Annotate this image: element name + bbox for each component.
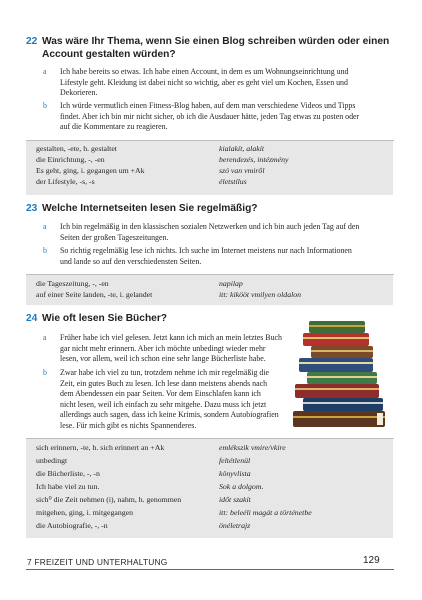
answer-line: dem Abendessen ein paar Seiten. Vor dem Einschlafen kann ich	[60, 389, 261, 399]
vocab-translation: kialakít, alakít	[219, 144, 265, 153]
vocab-term: gestalten, -ete, h. gestaltet	[36, 144, 117, 153]
vocab-term: Ich habe viel zu tun.	[36, 482, 100, 491]
vocab-translation: emlékszik vmire/vkire	[219, 443, 286, 452]
answer-line: lese. Für mich gibt es nichts Spannenderes.	[60, 420, 197, 430]
answer-line: Seiten der großen Tageszeitungen.	[60, 232, 169, 242]
question-23	[26, 203, 394, 216]
answer-letter: a	[43, 333, 47, 342]
answer-23a	[43, 222, 393, 243]
vocab-translation: szó van vmiről	[219, 166, 265, 175]
vocab-top-rule	[26, 438, 394, 439]
answer-line: lesen, vor allem, weil ich schon eine sehr lange Bücherliste habe.	[60, 354, 266, 364]
vocab-term: der Lifestyle, -s, -s	[36, 177, 95, 186]
question-title: Welche Internetseiten lesen Sie regelmäßig?	[42, 203, 258, 214]
vocab-top-rule	[26, 140, 394, 141]
footer-section-title: 7 FREIZEIT UND UNTERHALTUNG	[27, 557, 168, 567]
answer-line: Zwar habe ich viel zu tun, trotzdem nehme ich mir regelmäßig die	[60, 368, 270, 377]
footer-rule	[26, 569, 394, 570]
vocab-term: auf einer Seite landen, -te, i. gelandet	[36, 290, 153, 299]
answer-letter: b	[43, 246, 47, 255]
vocab-term: mitgehen, ging, i. mitgegangen	[36, 508, 134, 517]
vocab-translation: napilap	[219, 279, 243, 288]
vocab-term: die Einrichtung, -, -en	[36, 155, 105, 164]
answer-line: auf die Kommentare zu reagieren.	[60, 122, 168, 132]
question-title: Wie oft lesen Sie Bücher?	[42, 313, 168, 324]
question-title-line2: Account gestalten würden?	[42, 48, 176, 60]
answer-line: Zeit, ein gutes Buch zu lesen. Ich lese dann meistens abends nach	[60, 378, 268, 388]
vocab-term: die Bücherliste, -, -n	[36, 469, 100, 478]
question-title-line1: Was wäre Ihr Thema, wenn Sie einen Blog schreiben würden oder einen	[42, 36, 390, 47]
vocab-translation: itt: beleéli magát a történetbe	[219, 508, 312, 517]
answer-24a	[43, 333, 291, 365]
page-number: 129	[363, 555, 380, 566]
book-icon	[293, 321, 385, 427]
vocab-translation: itt: kikööt vmilyen oldalon	[219, 290, 302, 299]
vocab-term: sich⁰ die Zeit nehmen (i), nahm, h. genommen	[36, 495, 182, 504]
answer-line: Ich habe bereits so etwas. Ich habe einen Account, in dem es um Wohnungseinrichtung und	[60, 67, 349, 76]
vocab-translation: időt szakít	[219, 495, 251, 504]
answer-line: So richtig regelmäßig lese ich nichts. Ich suche im Internet meistens nur nach Informationen	[60, 246, 352, 255]
vocab-term: die Autobiografie, -, -n	[36, 521, 108, 530]
answer-22a	[43, 67, 393, 99]
question-number: 23	[26, 203, 38, 214]
vocab-translation: könyvlista	[219, 469, 251, 478]
answer-line: Ich bin regelmäßig in den klassischen sozialen Netzwerken und ich bin auch jeden Tag auf den	[60, 222, 360, 231]
answer-letter: a	[43, 222, 47, 231]
answer-23b	[43, 246, 393, 267]
question-22	[26, 36, 394, 62]
answer-line: findet. Aber ich bin mir nicht sicher, ob ich die Ausdauer hätte, jeden Tag etwas zu posten oder	[60, 111, 360, 121]
answer-24b	[43, 368, 291, 432]
answer-line: Früher habe ich viel gelesen. Jetzt kann ich mich an mein letztes Buch	[60, 333, 282, 342]
vocab-translation: életstílus	[219, 177, 247, 186]
question-number: 22	[26, 36, 38, 47]
answer-letter: b	[43, 101, 47, 110]
vocab-term: Es geht, ging, i. gegangen um +Ak	[36, 166, 145, 175]
vocab-translation: önéletrajz	[219, 521, 251, 530]
answer-line: Lifestyle geht. Kleidung ist dabei nicht so wichtig, aber es geht viel um Kochen, Essen und	[60, 77, 348, 87]
answer-letter: a	[43, 67, 47, 76]
vocab-translation: Sok a dolgom.	[219, 482, 264, 491]
question-number: 24	[26, 313, 38, 324]
answer-line: und lande so auf den verschiedensten Seiten.	[60, 256, 202, 266]
answer-line: Dekorieren.	[60, 88, 98, 98]
book-stack-illustration	[285, 317, 397, 435]
vocab-term: sich erinnern, -te, h. sich erinnert an +Ak	[36, 443, 165, 452]
answer-letter: b	[43, 368, 47, 377]
answer-line: Ich würde vermutlich einen Fitness-Blog haben, auf dem man verschiedene Videos und Tipps	[60, 101, 356, 110]
vocab-term: die Tageszeitung, -, -en	[36, 279, 109, 288]
answer-line: gar nicht mehr erinnern. Aber ich möchte unbedingt wieder mehr	[60, 343, 266, 353]
vocab-top-rule	[26, 274, 394, 275]
vocab-translation: feltétlenül	[219, 456, 251, 465]
answer-line: allerdings auch sagen, dass ich keine Krimis, sondern Autobiografien	[60, 410, 279, 420]
vocab-translation: berendezés, intézmény	[219, 155, 289, 164]
answer-22b	[43, 101, 393, 133]
vocab-term: unbedingt	[36, 456, 68, 465]
answer-line: nicht lesen, weil ich einfach zu sehr mitgehe. Dazu muss ich jetzt	[60, 399, 267, 409]
